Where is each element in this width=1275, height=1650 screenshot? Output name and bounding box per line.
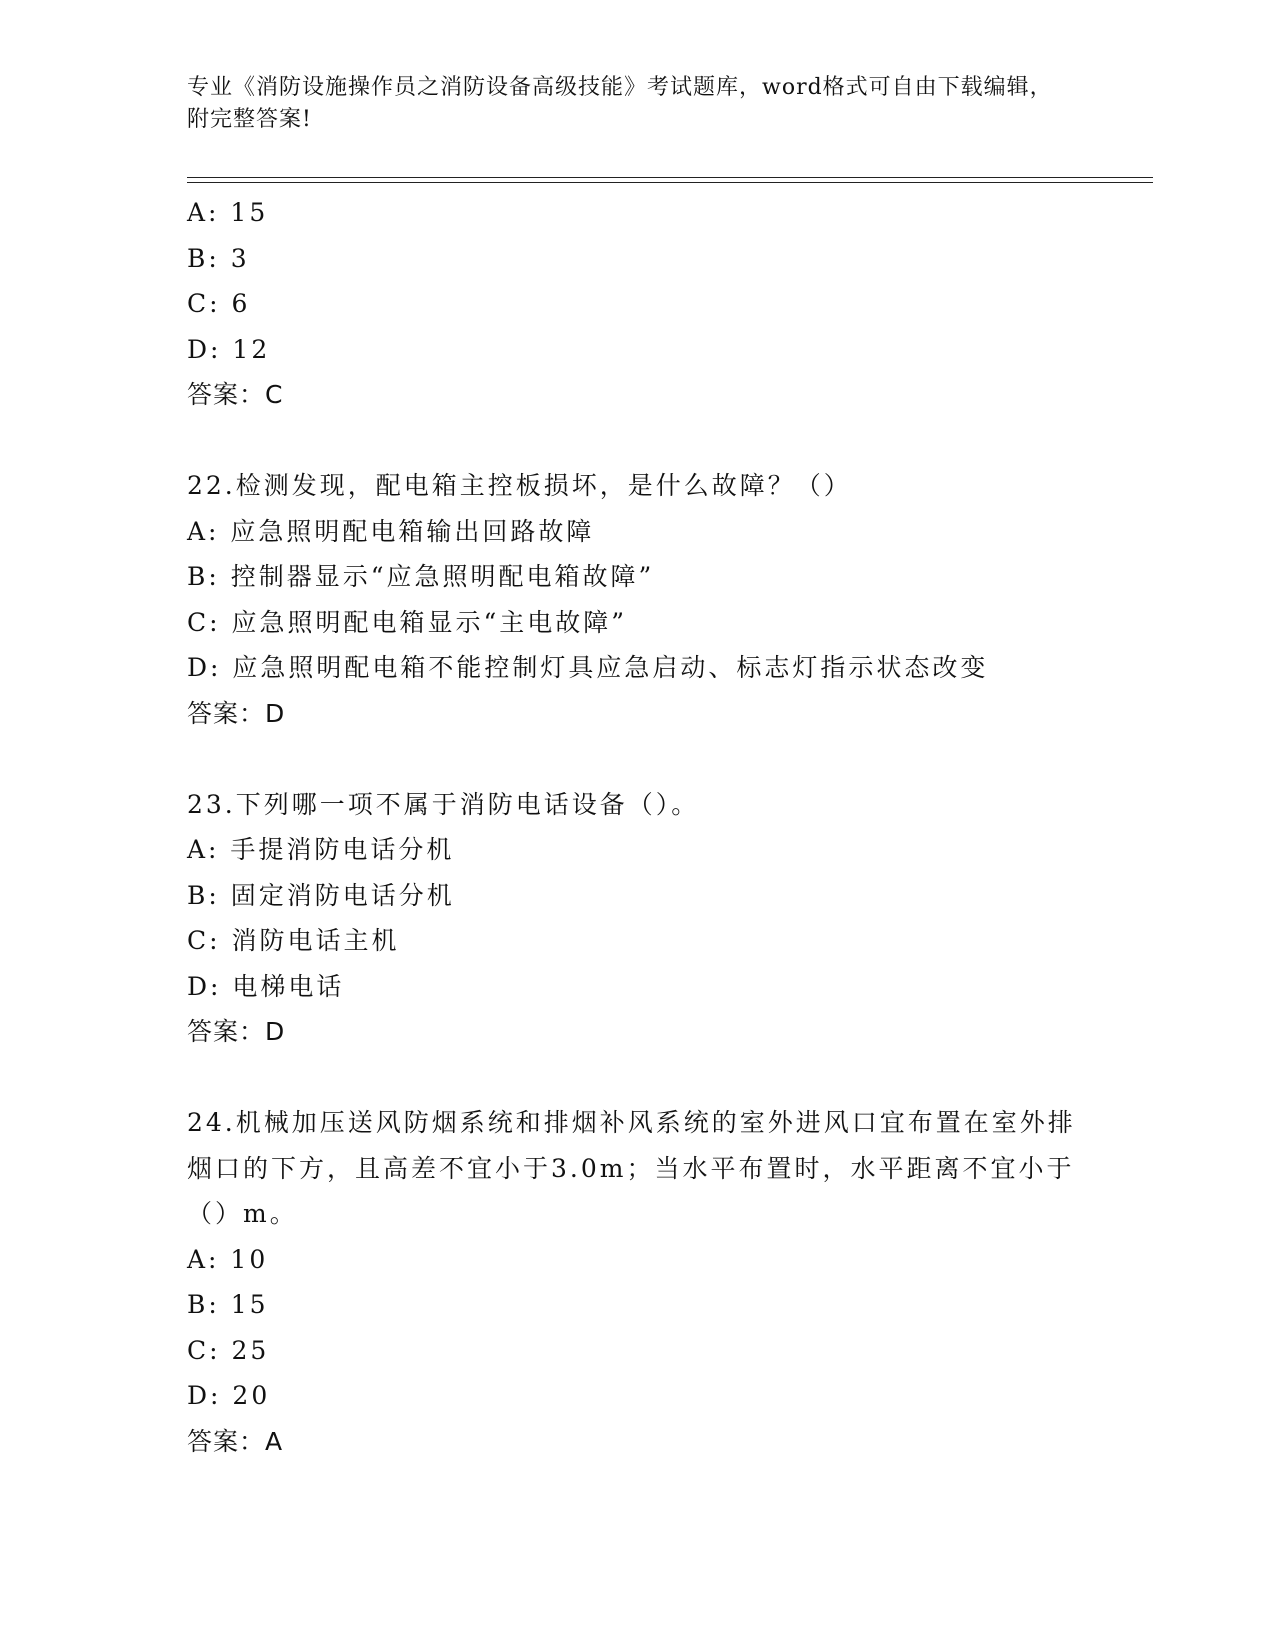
option-a: A: 手提消防电话分机	[187, 835, 455, 864]
header-divider-top	[187, 177, 1153, 178]
spacer	[187, 1055, 1087, 1101]
answer-line: 答案：A	[187, 1426, 284, 1456]
header-divider-bottom	[187, 182, 1153, 183]
option-c: C: 25	[187, 1335, 270, 1365]
option-b: B: 控制器显示“应急照明配电箱故障”	[187, 562, 655, 591]
question-21-tail	[187, 190, 1087, 418]
option-b: B: 3	[187, 243, 250, 273]
question-list	[187, 190, 1087, 1464]
answer-line: 答案：D	[187, 1017, 286, 1046]
option-a: A: 10	[187, 1244, 269, 1274]
option-d: D: 电梯电话	[187, 971, 345, 1001]
answer-line: 答案：D	[187, 698, 286, 728]
spacer	[187, 418, 1087, 464]
spacer	[187, 736, 1087, 782]
option-d: D: 20	[187, 1381, 271, 1410]
option-a: A: 15	[187, 198, 269, 227]
question-stem: 22.检测发现，配电箱主控板损坏，是什么故障？（）	[187, 471, 852, 500]
question-24	[187, 1100, 1087, 1464]
option-b: B: 15	[187, 1290, 269, 1319]
option-b: B: 固定消防电话分机	[187, 880, 455, 910]
answer-line: 答案：C	[187, 380, 284, 409]
question-23	[187, 782, 1087, 1055]
question-stem: 24.机械加压送风防烟系统和排烟补风系统的室外进风口宜布置在室外排烟口的下方，且高差不宜小于3.0m；当水平布置时，水平距离不宜小于（）m。	[187, 1108, 1076, 1228]
option-c: C: 应急照明配电箱显示“主电故障”	[187, 607, 628, 637]
document-header: 专业《消防设施操作员之消防设备高级技能》考试题库，word格式可自由下载编辑，附完整答案!	[187, 75, 1053, 132]
question-stem: 23.下列哪一项不属于消防电话设备（）。	[187, 789, 700, 819]
option-d: D: 12	[187, 334, 271, 364]
option-c: C: 6	[187, 289, 251, 318]
option-c: C: 消防电话主机	[187, 926, 400, 955]
option-a: A: 应急照明配电箱输出回路故障	[187, 516, 595, 546]
option-d: D: 应急照明配电箱不能控制灯具应急启动、标志灯指示状态改变	[187, 653, 989, 682]
question-22	[187, 463, 1087, 736]
